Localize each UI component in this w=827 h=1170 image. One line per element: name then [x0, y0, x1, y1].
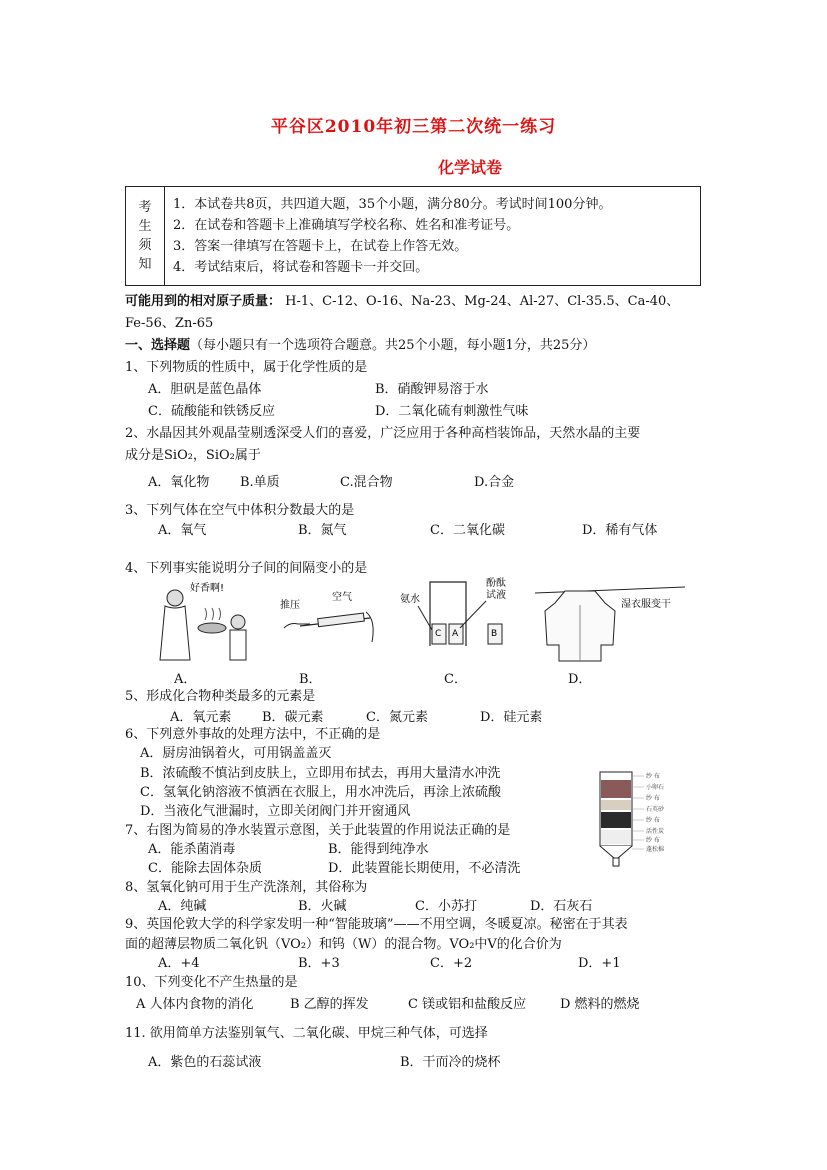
q11-stem: 11. 欲用简单方法鉴别氧气、二氧化碳、甲烷三种气体，可选择	[125, 1026, 488, 1041]
q4-image-d-caption: 湿衣服变干	[621, 599, 671, 610]
filter-label: 小卵石	[646, 784, 665, 791]
section-header	[125, 334, 595, 353]
q6-option-d: D．当液化气泄漏时，立即关闭阀门并开窗通风	[140, 804, 411, 819]
pebble-layer-icon	[601, 780, 631, 798]
q7-option-c: C．能除去固体杂质	[148, 861, 262, 876]
q9-option-c: C．+2	[430, 956, 473, 971]
q9-option-a: A．+4	[158, 956, 200, 971]
q10-option-b: B 乙醇的挥发	[290, 997, 369, 1012]
filter-label: 活性炭	[646, 828, 665, 835]
q4-image-d-wet-clothes	[535, 585, 695, 665]
q3-option-b: B．氮气	[298, 523, 347, 538]
adult-body-icon	[160, 606, 190, 660]
section-note: （每小题只有一个选项符合题意。共25个小题，每小题1分，共25分）	[190, 338, 596, 353]
notice-rule: 4．考试结束后，将试卷和答题卡一并交回。	[173, 260, 429, 275]
child-body-icon	[230, 630, 246, 660]
filter-outlet-icon	[613, 858, 619, 866]
q9-option-b: B．+3	[298, 956, 340, 971]
charcoal-layer-icon	[601, 812, 631, 828]
q6-stem: 6、下列意外事故的处理方法中，不正确的是	[125, 727, 381, 742]
q4-option-a: A．	[174, 672, 197, 687]
q5-option-c: C．氮元素	[366, 710, 428, 725]
q9-stem-cont: 面的超薄层物质二氧化钒（VO₂）和钨（W）的混合物。VO₂中V的化合价为	[125, 937, 562, 952]
q7-stem: 7、右图为简易的净水装置示意图，关于此装置的作用说法正确的是	[125, 823, 511, 838]
q3-option-a: A．氧气	[158, 523, 207, 538]
q6-option-a: A．厨房油锅着火，可用锅盖盖灭	[140, 746, 332, 761]
q4-image-b-syringe	[280, 590, 380, 650]
syringe-barrel-icon	[318, 613, 365, 627]
notice-rule: 1．本试卷共8页，共四道大题，35个小题，满分80分。考试时间100分钟。	[173, 197, 612, 212]
q2-option-c: C.混合物	[340, 475, 393, 490]
hand-right-icon	[366, 612, 373, 642]
q5-option-d: D．硅元素	[480, 710, 543, 725]
q5-option-a: A．氧元素	[170, 710, 232, 725]
q8-option-a: A．纯碱	[158, 899, 207, 914]
notice-side-char: 须	[138, 238, 152, 253]
beaker-a-label: A	[452, 629, 459, 639]
q1-option-d: D．二氧化硫有刺激性气味	[375, 404, 529, 419]
notice-side-char: 知	[138, 257, 152, 272]
q4-option-c: C．	[444, 672, 467, 687]
notice-rule: 2．在试卷和答题卡上准确填写学校名称、姓名和准考证号。	[173, 218, 520, 233]
q4-image-a-smelling-food	[150, 578, 260, 664]
q2-option-d: D.合金	[474, 475, 515, 490]
notice-box	[125, 186, 701, 286]
filter-label: 蓬松棉	[646, 846, 665, 853]
atomic-mass-values: H-1、C-12、O-16、Na-23、Mg-24、Al-27、Cl-35.5、Ca-40、	[285, 294, 680, 309]
q4-image-c-ammonia-label: 氨水	[400, 594, 420, 605]
filter-label: 石英砂	[646, 806, 665, 813]
q9-option-d: D．+1	[578, 956, 621, 971]
q3-option-c: C．二氧化碳	[430, 523, 505, 538]
q7-option-d: D．此装置能长期使用，不必清洗	[328, 861, 521, 876]
cotton-layer-icon	[601, 830, 631, 844]
q7-water-filter-diagram	[594, 770, 694, 868]
q2-stem: 2、水晶因其外观晶莹剔透深受人们的喜爱，广泛应用于各种高档装饰品，天然水晶的主要	[125, 426, 641, 441]
exam-subtitle: 化学试卷	[437, 158, 502, 177]
beaker-b-label: B	[491, 629, 498, 639]
atomic-mass-values-cont: Fe-56、Zn-65	[125, 316, 214, 331]
q8-stem: 8、氢氧化钠可用于生产洗涤剂，其俗称为	[125, 880, 368, 895]
q11-option-a: A．紫色的石蕊试液	[148, 1055, 262, 1070]
q2-option-b: B.单质	[240, 475, 280, 490]
atomic-mass-line	[125, 290, 679, 309]
notice-side-char: 考	[138, 200, 152, 215]
q5-stem: 5、形成化合物种类最多的元素是	[125, 689, 316, 704]
q4-stem: 4、下列事实能说明分子间的间隔变小的是	[125, 561, 368, 576]
steam-icon	[205, 608, 221, 620]
q10-option-a: A 人体内食物的消化	[136, 997, 254, 1012]
filter-label: 纱 布	[646, 773, 660, 780]
q4-image-a-caption: 好香啊!	[190, 583, 225, 594]
q4-image-b-push-label: 推压	[280, 600, 300, 611]
sand-layer-icon	[601, 800, 631, 810]
q10-option-c: C 镁或铝和盐酸反应	[408, 997, 527, 1012]
clothesline-icon	[535, 587, 685, 593]
notice-side-char: 生	[138, 219, 152, 234]
q11-option-b: B．干而冷的烧杯	[400, 1055, 501, 1070]
beaker-c-label: C	[435, 629, 442, 639]
q10-option-d: D 燃料的燃烧	[560, 997, 640, 1012]
q10-stem: 10、下列变化不产生热量的是	[125, 975, 298, 990]
q3-stem: 3、下列气体在空气中体积分数最大的是	[125, 503, 355, 518]
q1-option-a: A．胆矾是蓝色晶体	[148, 382, 262, 397]
pointer-line-icon	[460, 601, 486, 628]
q4-image-b-air-label: 空气	[332, 592, 352, 603]
q6-option-b: B．浓硫酸不慎沾到皮肤上，立即用布拭去，再用大量清水冲洗	[140, 766, 501, 781]
q4-image-c-solution-label: 试液	[486, 590, 506, 601]
exam-title: 平谷区2010年初三第二次统一练习	[270, 117, 557, 137]
q4-option-b: B．	[299, 672, 322, 687]
q8-option-b: B．火碱	[298, 899, 347, 914]
notice-side-label	[126, 187, 165, 286]
q4-image-c-beakers	[398, 576, 516, 658]
q8-option-c: C．小苏打	[415, 899, 477, 914]
q7-option-a: A．能杀菌消毒	[148, 842, 236, 857]
q1-stem: 1、下列物质的性质中，属于化学性质的是	[125, 360, 368, 375]
q9-stem: 9、英国伦敦大学的科学家发明一种“智能玻璃”——不用空调，冬暖夏凉。秘密在于其表	[125, 917, 628, 932]
q1-option-c: C．硫酸能和铁锈反应	[148, 404, 275, 419]
adult-head-icon	[167, 590, 183, 606]
child-head-icon	[231, 615, 245, 629]
q7-option-b: B．能得到纯净水	[328, 842, 429, 857]
filter-label: 纱 布	[646, 837, 660, 844]
q4-image-c-phenol-label: 酚酞	[486, 578, 506, 589]
q2-stem-cont: 成分是SiO₂，SiO₂属于	[125, 448, 261, 463]
q3-option-d: D．稀有气体	[582, 523, 658, 538]
filter-label: 纱 布	[646, 795, 660, 802]
q6-option-c: C．氢氧化钠溶液不慎洒在衣服上，用水冲洗后，再涂上浓硫酸	[140, 785, 501, 800]
notice-rule: 3．答案一律填写在答题卡上，在试卷上作答无效。	[173, 239, 468, 254]
food-pot-icon	[198, 623, 226, 633]
notice-rules	[165, 187, 701, 286]
q1-option-b: B．硝酸钾易溶于水	[375, 382, 489, 397]
q4-option-d: D．	[568, 672, 592, 687]
q5-option-b: B．碳元素	[262, 710, 324, 725]
filter-label: 纱 布	[646, 817, 660, 824]
q2-option-a: A．氧化物	[148, 475, 210, 490]
atomic-mass-label: 可能用到的相对原子质量：	[125, 294, 282, 309]
q8-option-d: D．石灰石	[530, 899, 593, 914]
filter-neck-icon	[600, 846, 632, 858]
section-title: 一、选择题	[125, 338, 191, 353]
